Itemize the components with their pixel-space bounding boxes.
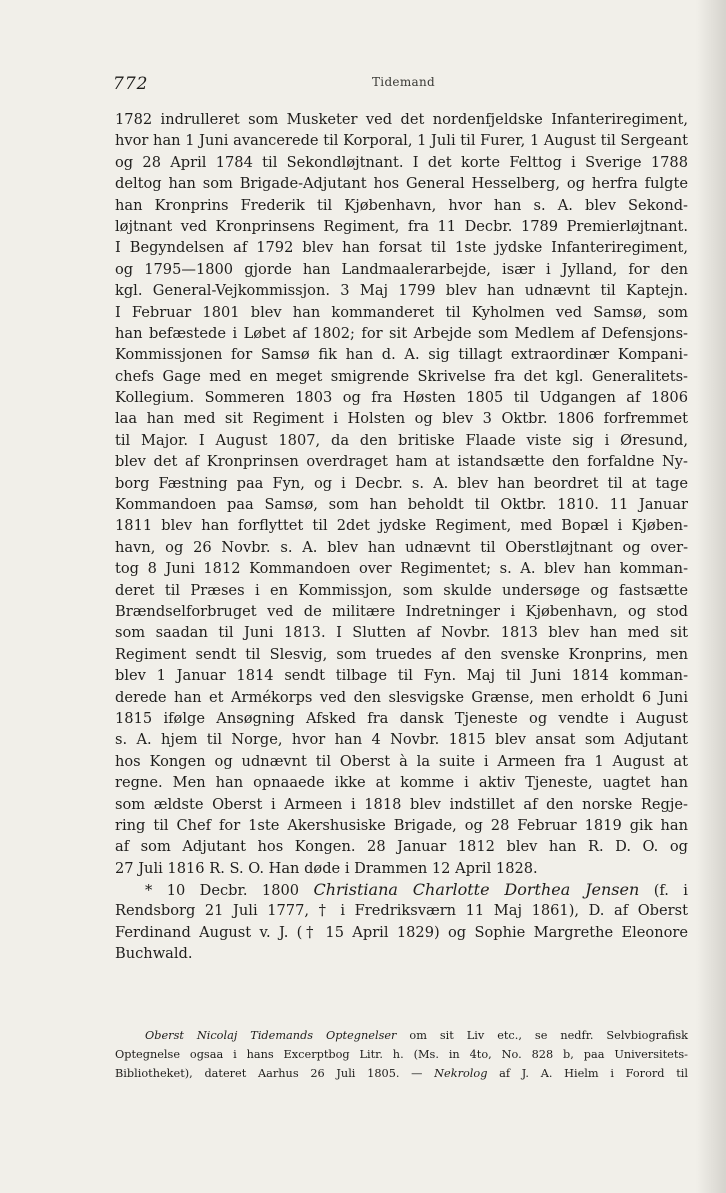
text-line: han Kronprins Frederik til Kjøbenhavn, hvor han s. A. blev Sekond-	[115, 196, 688, 214]
text-line: derede han et Armékorps ved den slesvigske Grænse, men erholdt 6 Juni	[115, 688, 688, 706]
text-line: hos Kongen og udnævnt til Oberst à la suite i Armeen fra 1 August at	[115, 752, 688, 770]
text-line: Regiment sendt til Slesvig, som truedes af den svenske Kronprins, men	[115, 645, 688, 663]
text-line: s. A. hjem til Norge, hvor han 4 Novbr. 1815 blev ansat som Adjutant	[115, 731, 688, 749]
marriage-birth-start: (f. i	[639, 882, 688, 900]
text-line: laa han med sit Regiment i Holsten og blev 3 Oktbr. 1806 forfremmet	[115, 410, 688, 428]
text-line: til Major. I August 1807, da den britiske Flaade viste sig i Øresund,	[115, 431, 688, 449]
text-line: deret til Præses i en Kommissjon, som skulde undersøge og fastsætte	[115, 581, 688, 599]
footnote-line: Bibliotheket), dateret Aarhus 26 Juli 1805. — Nekrolog af J. A. Hielm i Forord til	[115, 1067, 688, 1080]
text-line: Brændselforbruget ved de militære Indretninger i Kjøbenhavn, og stod	[115, 602, 688, 620]
text-line: 1815 ifølge Ansøgning Afsked fra dansk Tjeneste og vendte i August	[115, 709, 688, 727]
running-title: Tidemand	[372, 75, 435, 89]
footnote-line: Optegnelse ogsaa i hans Excerptbog Litr. h. (Ms. in 4to, No. 828 b, paa Universitets-	[115, 1048, 688, 1061]
footnote-line: Oberst Nicolaj Tidemands Optegnelser om sit Liv etc., se nedfr. Selvbiografisk	[145, 1029, 688, 1042]
text-line: hvor han 1 Juni avancerede til Korporal, 1 Juli til Furer, 1 August til Sergeant	[115, 132, 688, 150]
text-line: I Begyndelsen af 1792 blev han forsat til 1ste jydske Infanteriregiment,	[115, 239, 688, 257]
text-line: tog 8 Juni 1812 Kommandoen over Regimentet; s. A. blev han komman-	[115, 560, 688, 578]
text-line: ring til Chef for 1ste Akershusiske Brigade, og 28 Februar 1819 gik han	[115, 816, 688, 834]
text-line: Kollegium. Sommeren 1803 og fra Høsten 1805 til Udgangen af 1806	[115, 389, 688, 407]
text-line: Kommissjonen for Samsø fik han d. A. sig tillagt extraordinær Kompani-	[115, 346, 688, 364]
text-line: han befæstede i Løbet af 1802; for sit Arbejde som Medlem af Defensjons-	[115, 324, 688, 342]
text-line: regne. Men han opnaaede ikke at komme i aktiv Tjeneste, uagtet han	[115, 774, 688, 792]
text-line: chefs Gage med en meget smigrende Skrivelse fra det kgl. Generalitets-	[115, 367, 688, 385]
text-line: som saadan til Juni 1813. I Slutten af Novbr. 1813 blev han med sit	[115, 624, 688, 642]
source-nekrolog: Nekrolog	[434, 1067, 488, 1080]
text-line: og 1795—1800 gjorde han Landmaalerarbejde, især i Jylland, for den	[115, 260, 688, 278]
page-number: 772	[113, 74, 149, 94]
text-line: blev det af Kronprinsen overdraget ham at istandsætte den forfaldne Ny-	[115, 453, 688, 471]
text-line: Ferdinand August v. J. († 15 April 1829) og Sophie Margrethe Eleonore	[115, 923, 688, 941]
source-title: Oberst Nicolaj Tidemands Optegnelser	[145, 1029, 397, 1042]
text-line: Buchwald.	[115, 945, 193, 963]
marriage-date: * 10 Decbr. 1800	[145, 882, 314, 900]
text-line: Rendsborg 21 Juli 1777, † i Fredriksværn 11 Maj 1861), D. af Oberst	[115, 902, 688, 920]
text-line: I Februar 1801 blev han kommanderet til Kyholmen ved Samsø, som	[115, 303, 688, 321]
text-line: som ældste Oberst i Armeen i 1818 blev indstillet af den norske Regje-	[115, 795, 688, 813]
text-line: kgl. General-Vejkommissjon. 3 Maj 1799 blev han udnævnt til Kaptejn.	[115, 282, 688, 300]
biography-text	[115, 109, 688, 965]
text-line: borg Fæstning paa Fyn, og i Decbr. s. A. blev han beordret til at tage	[115, 474, 688, 492]
text-line: løjtnant ved Kronprinsens Regiment, fra 11 Decbr. 1789 Premierløjtnant.	[115, 217, 688, 235]
text-line: og 28 April 1784 til Sekondløjtnant. I det korte Felttog i Sverige 1788	[115, 153, 688, 171]
marriage-line	[115, 879, 688, 900]
footnote	[115, 1026, 688, 1083]
text-line: 27 Juli 1816 R. S. O. Han døde i Drammen 12 April 1828.	[115, 859, 538, 877]
text-line: af som Adjutant hos Kongen. 28 Januar 1812 blev han R. D. O. og	[115, 838, 688, 856]
text-line: Kommandoen paa Samsø, som han beholdt til Oktbr. 1810. 11 Januar	[115, 496, 688, 514]
page-edge-shadow	[696, 0, 726, 1193]
text-line: deltog han som Brigade-Adjutant hos General Hesselberg, og herfra fulgte	[115, 175, 688, 193]
text-line: 1782 indrulleret som Musketer ved det nordenfjeldske Infanteriregiment,	[115, 111, 688, 128]
text-line: blev 1 Januar 1814 sendt tilbage til Fyn. Maj til Juni 1814 komman-	[115, 667, 688, 685]
spouse-name: Christiana Charlotte Dorthea Jensen	[313, 880, 640, 900]
text-line: 1811 blev han forflyttet til 2det jydske Regiment, med Bopæl i Kjøben-	[115, 517, 688, 535]
text-line: havn, og 26 Novbr. s. A. blev han udnævnt til Oberstløjtnant og over-	[115, 538, 688, 556]
